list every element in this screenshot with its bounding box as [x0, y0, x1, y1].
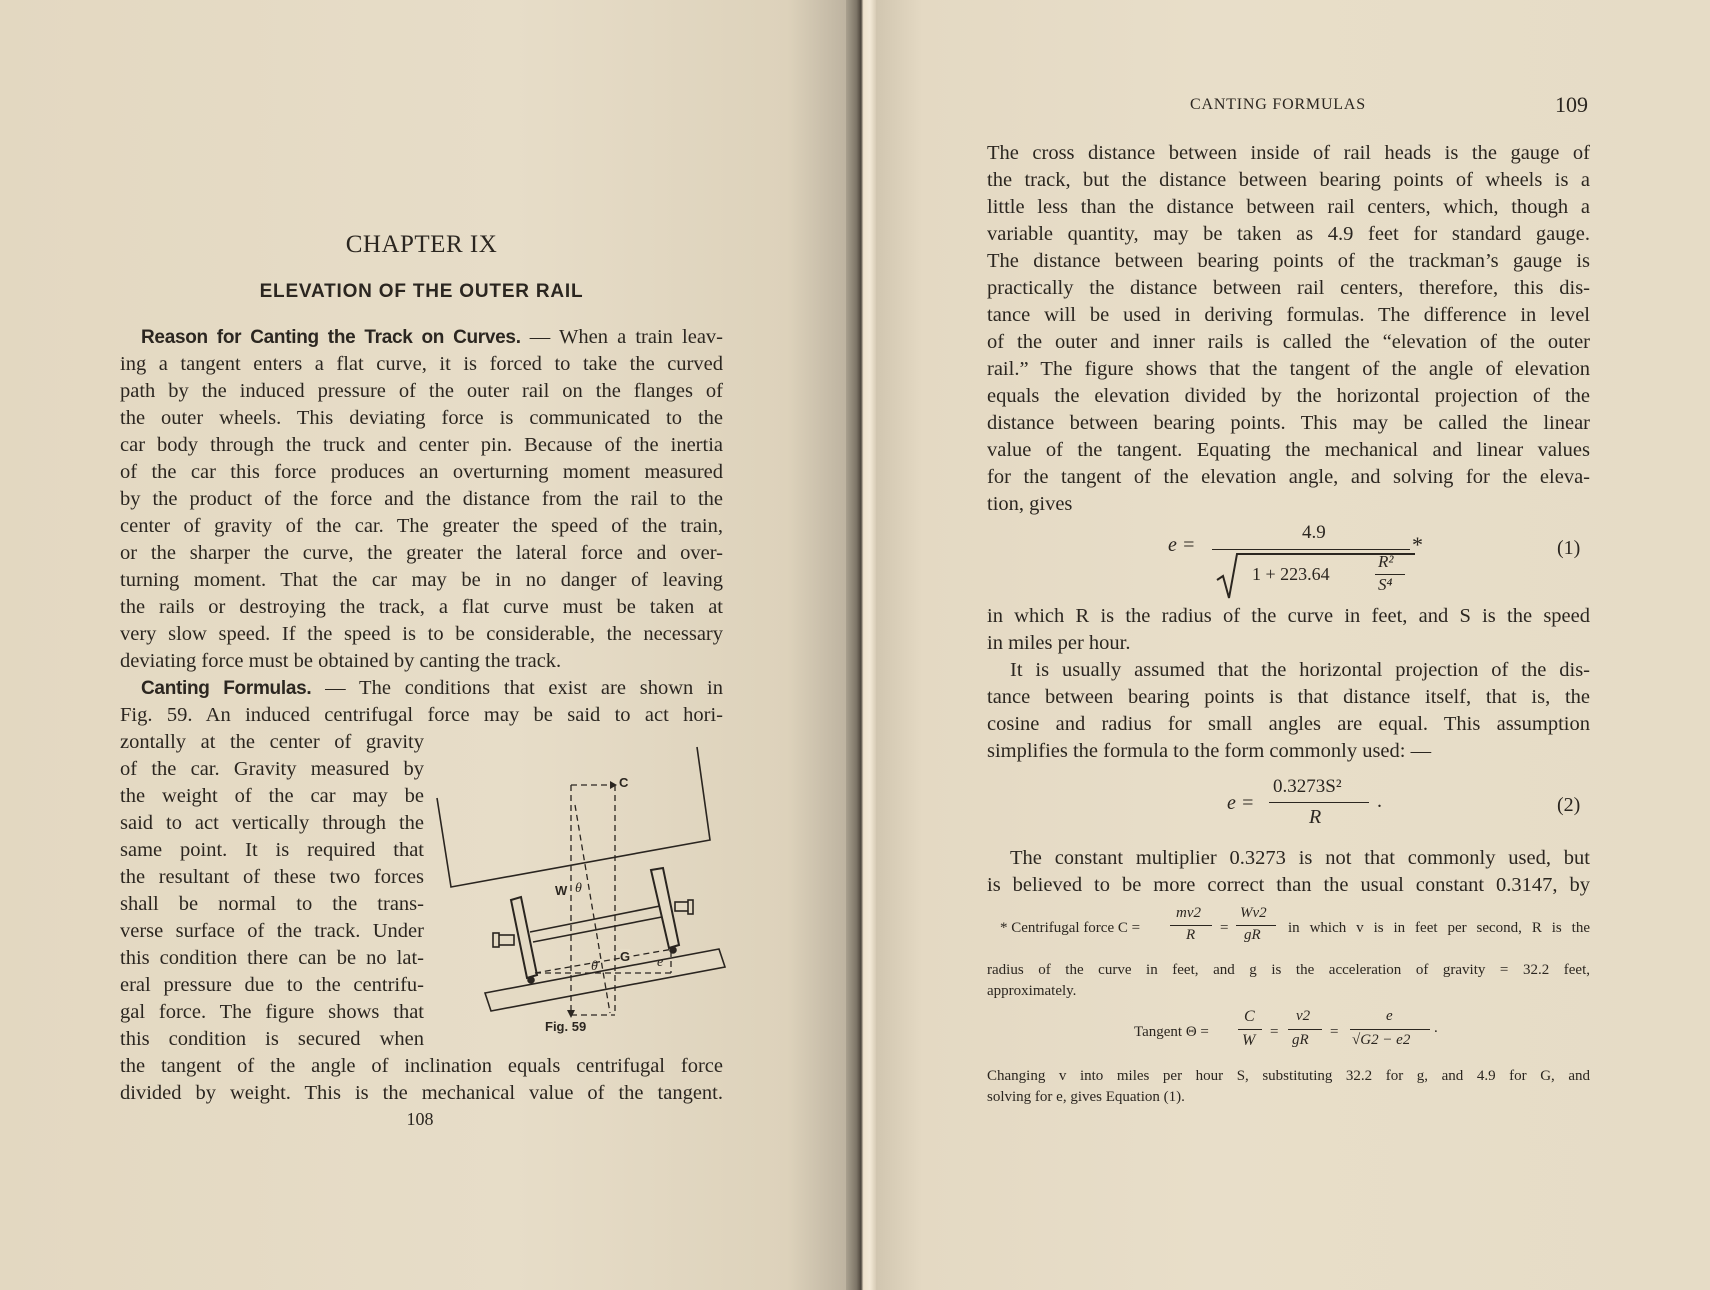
- text-line: divided by weight. This is the mechanical value of the tangent.: [120, 1082, 723, 1104]
- t3-num: e: [1386, 1008, 1393, 1024]
- section2-heading: Canting Formulas.: [141, 678, 312, 699]
- section1-first-line: Reason for Canting the Track on Curves. — When a train leav-: [141, 326, 723, 348]
- text-line: path by the induced pressure of the outer rail on the flanges of: [120, 380, 723, 402]
- fn-f1-den: R: [1186, 927, 1196, 943]
- car-body-outline: [437, 747, 710, 887]
- text-line: shall be normal to the trans-: [120, 893, 424, 915]
- text-line: is believed to be more correct than the usual constant 0.3147, by: [987, 874, 1590, 896]
- text-line: verse surface of the track. Under: [120, 920, 424, 942]
- text-line: of the car this force produces an overturning moment measured: [120, 461, 723, 483]
- text-line: ing a tangent enters a flat curve, it is forced to take the curved: [120, 353, 723, 375]
- section1-heading: Reason for Canting the Track on Curves.: [141, 327, 521, 348]
- fn-f1-num: mv2: [1176, 905, 1201, 921]
- label-e: e: [657, 955, 664, 970]
- text-line: cosine and radius for small angles are equal. This assumption: [987, 713, 1590, 735]
- text-line: Fig. 59. An induced centrifugal force may be said to act hori-: [120, 704, 723, 726]
- eq1-s4: S⁴: [1378, 575, 1393, 594]
- t3-bar: [1350, 1029, 1430, 1030]
- fn-eq: =: [1220, 920, 1229, 936]
- text-line: for the tangent of the elevation angle, and solving for the eleva-: [987, 466, 1590, 488]
- text-line: gal force. The figure shows that: [120, 1001, 424, 1023]
- chapter-title: ELEVATION OF THE OUTER RAIL: [259, 281, 584, 302]
- eq2-period: .: [1377, 790, 1382, 812]
- fn-f1-bar: [1170, 925, 1212, 926]
- fn-tail: in which v is in feet per second, R is the: [1288, 920, 1590, 936]
- eq2-numerator: 0.3273S²: [1273, 776, 1342, 797]
- text-line: this condition is secured when: [120, 1028, 424, 1050]
- text-line: variable quantity, may be taken as 4.9 feet for standard gauge.: [987, 223, 1590, 245]
- text-line: rail.” The figure shows that the tangent of the angle of elevation: [987, 358, 1590, 380]
- label-theta-top: θ: [575, 881, 582, 896]
- eq2-fraction-bar: [1269, 802, 1369, 803]
- text-line: this condition there can be no lat-: [120, 947, 424, 969]
- t3-den: √G2 − e2: [1352, 1032, 1411, 1048]
- text-line: the tangent of the angle of inclination equals centrifugal force: [120, 1055, 723, 1077]
- t-trail: .: [1434, 1020, 1438, 1036]
- text-line: said to act vertically through the: [120, 812, 424, 834]
- text-line: the outer wheels. This deviating force is communicated to the: [120, 407, 723, 429]
- footnote-line: solving for e, gives Equation (1).: [987, 1089, 1185, 1105]
- text-line: in miles per hour.: [987, 632, 1131, 654]
- label-theta-bottom: θ: [591, 959, 598, 974]
- tangent-equation: Tangent Θ = C W = v2 gR = e √G2 − e2 .: [1134, 1008, 1438, 1049]
- eq1-r2: R²: [1378, 552, 1394, 571]
- text-line: deviating force must be obtained by canting the track.: [120, 650, 562, 672]
- text-line: the resultant of these two forces: [120, 866, 424, 888]
- fn-f2-den: gR: [1244, 927, 1261, 943]
- page-number-left: 108: [406, 1109, 434, 1129]
- figure-caption: Fig. 59: [545, 1019, 587, 1034]
- text-line: It is usually assumed that the horizontal projection of the dis-: [1010, 659, 1590, 681]
- text-line: the weight of the car may be: [120, 785, 424, 807]
- t2-num: v2: [1296, 1008, 1311, 1024]
- tie-beam: [485, 949, 725, 1011]
- text-line: in which R is the radius of the curve in feet, and S is the speed: [987, 605, 1590, 627]
- text-line: eral pressure due to the centrifu-: [120, 974, 424, 996]
- eq2-lhs: e =: [1227, 792, 1255, 814]
- text-line: same point. It is required that: [120, 839, 424, 861]
- chapter-label: CHAPTER IX: [345, 231, 498, 258]
- footnote-lead: * Centrifugal force C =: [1000, 920, 1141, 936]
- text-line: value of the tangent. Equating the mechanical and linear values: [987, 439, 1590, 461]
- text-line: or the sharper the curve, the greater the lateral force and over-: [120, 542, 723, 564]
- text-line: the track, but the distance between bearing points of wheels is a: [987, 169, 1590, 191]
- figure-59-diagram: [435, 735, 735, 1035]
- footnote-line: Changing v into miles per hour S, substituting 32.2 for g, and 4.9 for G, and: [987, 1068, 1590, 1084]
- footnote-marker: *: [1412, 532, 1423, 557]
- book-spine: [846, 0, 876, 1290]
- label-w: W: [555, 883, 568, 898]
- t2-den: gR: [1292, 1032, 1309, 1048]
- equation-2: [1225, 776, 1385, 836]
- fn-f2-bar: [1236, 925, 1276, 926]
- equation-1: [1160, 522, 1460, 602]
- t2-bar: [1288, 1029, 1322, 1030]
- text-line: The distance between bearing points of the trackman’s gauge is: [987, 250, 1590, 272]
- text-line: The cross distance between inside of rail heads is the gauge of: [987, 142, 1590, 164]
- footnote-line: radius of the curve in feet, and g is the acceleration of gravity = 32.2 feet,: [987, 962, 1590, 978]
- text-line: simplifies the formula to the form commonly used: —: [987, 740, 1432, 762]
- eq2-number: (2): [1557, 794, 1581, 816]
- text-line: center of gravity of the car. The greater the speed of the train,: [120, 515, 723, 537]
- tangent-lead: Tangent Θ =: [1134, 1024, 1209, 1040]
- text-line: of the car. Gravity measured by: [120, 758, 424, 780]
- page-number-right: 109: [1555, 92, 1588, 117]
- text-line: by the product of the force and the distance from the rail to the: [120, 488, 723, 510]
- t1-den: W: [1242, 1032, 1256, 1049]
- text-line: very slow speed. If the speed is to be considerable, the necessary: [120, 623, 723, 645]
- fn-f2-num: Wv2: [1240, 905, 1267, 921]
- text-line: The constant multiplier 0.3273 is not that commonly used, but: [1010, 847, 1590, 869]
- running-head: CANTING FORMULAS: [1190, 96, 1366, 113]
- text-line: distance between bearing points. This may be called the linear: [987, 412, 1590, 434]
- text-line: equals the elevation divided by the horizontal projection of the: [987, 385, 1590, 407]
- text-line: practically the distance between rail centers, therefore, this dis-: [987, 277, 1590, 299]
- text-line: tance between bearing points is that distance itself, that is, the: [987, 686, 1590, 708]
- text-line: the rails or destroying the track, a flat curve must be taken at: [120, 596, 723, 618]
- text-line: tance will be used in deriving formulas. The difference in level: [987, 304, 1590, 326]
- text-line: zontally at the center of gravity: [120, 731, 424, 753]
- eq1-number: (1): [1557, 537, 1581, 559]
- text-line: of the outer and inner rails is called the “elevation of the outer: [987, 331, 1590, 353]
- footnote-line: approximately.: [987, 983, 1077, 999]
- t1-num: C: [1244, 1008, 1255, 1025]
- car-on-canted-track-drawing: [435, 735, 735, 1035]
- sqrt-radical-icon: [1215, 552, 1255, 602]
- eq1-fraction-bar: [1212, 549, 1410, 550]
- label-c: C: [619, 775, 629, 790]
- text-line: turning moment. That the car may be in no danger of leaving: [120, 569, 723, 591]
- label-g: G: [620, 949, 631, 964]
- eq1-lhs: e =: [1168, 534, 1196, 556]
- eq1-numerator: 4.9: [1302, 522, 1326, 543]
- eq1-radicand: 1 + 223.64: [1252, 564, 1330, 584]
- eq2-denominator: R: [1309, 806, 1322, 828]
- section2-first-line: Canting Formulas. — The conditions that exist are shown in: [141, 677, 723, 699]
- text-line: car body through the truck and center pin. Because of the inertia: [120, 434, 723, 456]
- text-line: little less than the distance between rail centers, which, though a: [987, 196, 1590, 218]
- t1-bar: [1238, 1029, 1262, 1030]
- text-line: tion, gives: [987, 493, 1073, 515]
- footnote-formula-line: [1000, 905, 1590, 955]
